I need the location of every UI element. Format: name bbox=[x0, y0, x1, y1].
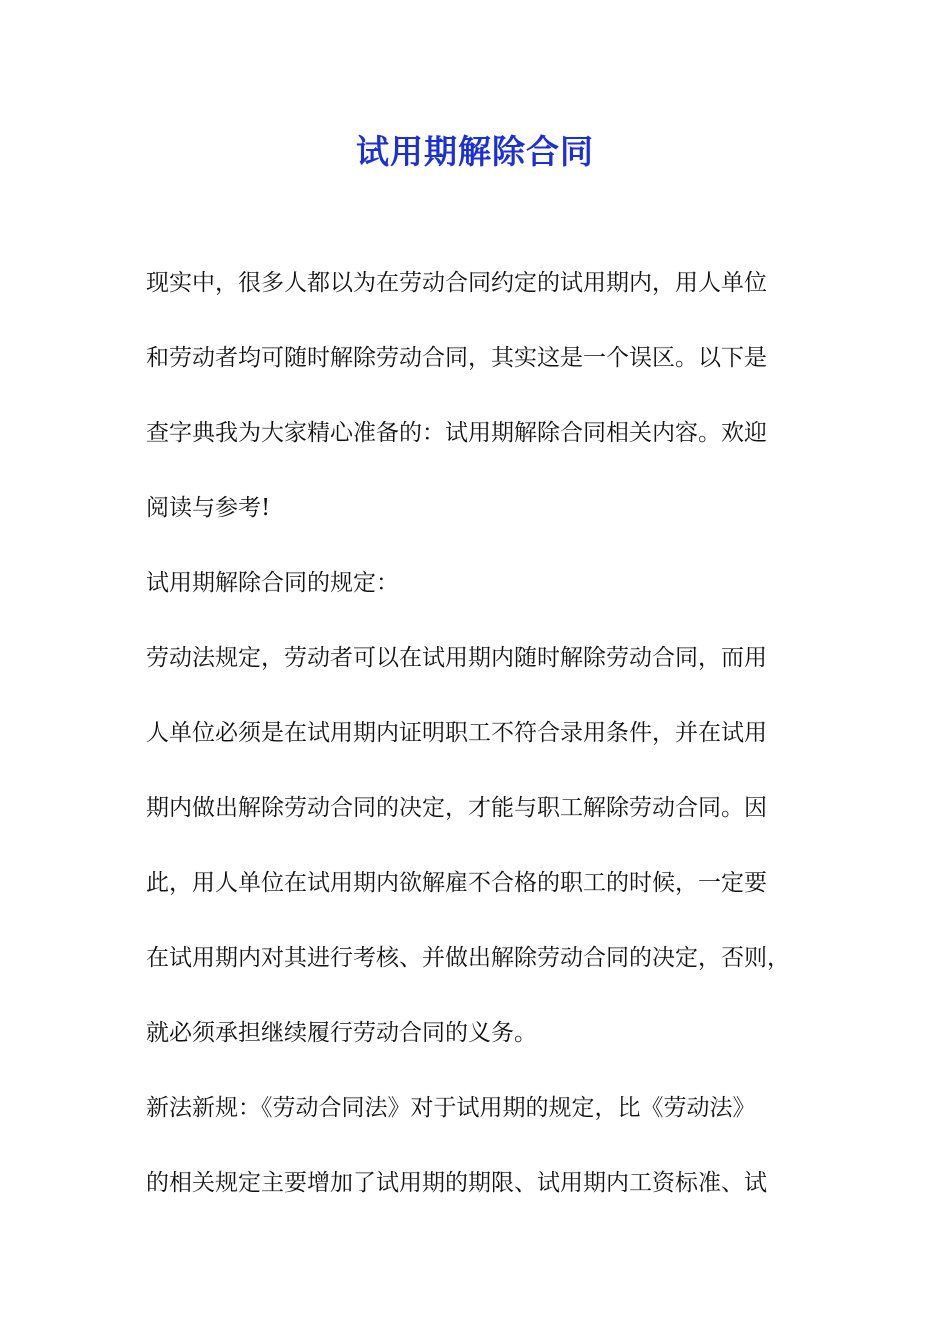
text-line-2: 和劳动者均可随时解除劳动合同，其实这是一个误区。以下是 bbox=[146, 345, 767, 371]
text-line-12: 新法新规：《劳动合同法》对于试用期的规定，比《劳动法》 bbox=[146, 1095, 756, 1121]
section-heading: 试用期解除合同的规定： bbox=[146, 570, 399, 596]
text-line-9: 此，用人单位在试用期内欲解雇不合格的职工的时候，一定要 bbox=[146, 870, 767, 896]
text-line-10: 在试用期内对其进行考核、并做出解除劳动合同的决定，否则， bbox=[146, 945, 790, 971]
text-line-8: 期内做出解除劳动合同的决定，才能与职工解除劳动合同。因 bbox=[146, 795, 767, 821]
text-line-11: 就必须承担继续履行劳动合同的义务。 bbox=[146, 1020, 537, 1046]
text-line-6: 劳动法规定，劳动者可以在试用期内随时解除劳动合同，而用 bbox=[146, 645, 767, 671]
text-line-13: 的相关规定主要增加了试用期的期限、试用期内工资标准、试 bbox=[146, 1170, 767, 1196]
text-line-7: 人单位必须是在试用期内证明职工不符合录用条件，并在试用 bbox=[146, 720, 767, 746]
text-line-4: 阅读与参考! bbox=[146, 495, 271, 521]
document-title: 试用期解除合同 bbox=[356, 132, 594, 171]
text-line-1: 现实中，很多人都以为在劳动合同约定的试用期内，用人单位 bbox=[146, 270, 767, 296]
text-line-3: 查字典我为大家精心准备的：试用期解除合同相关内容。欢迎 bbox=[146, 420, 767, 446]
